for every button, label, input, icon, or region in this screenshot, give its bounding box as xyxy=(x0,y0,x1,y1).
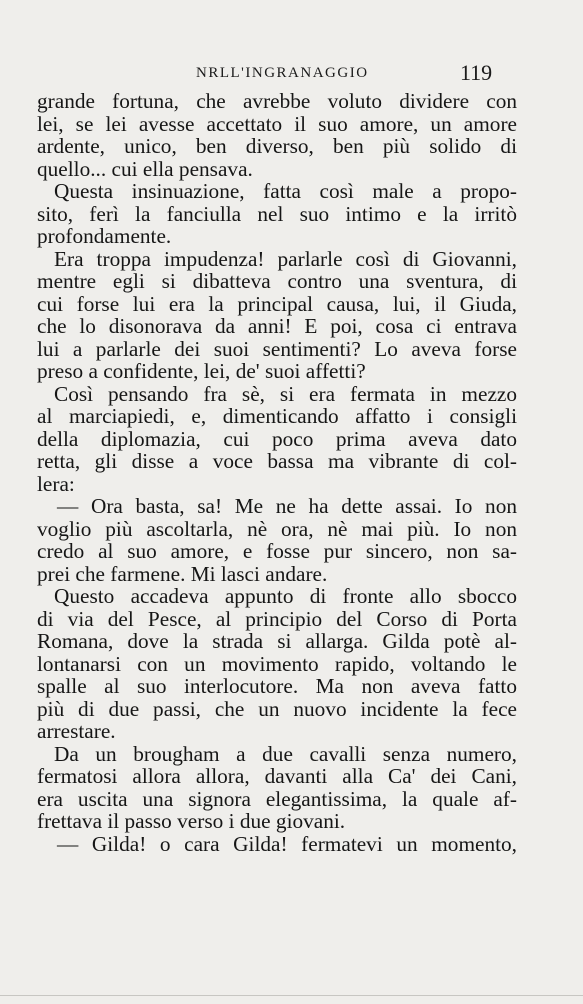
page-number: 119 xyxy=(460,60,493,85)
text-line: più di due passi, che un nuovo incidente la fece xyxy=(37,696,517,721)
text-line: — Ora basta, sa! Me ne ha dette assai. Io non xyxy=(57,494,517,518)
text-line: che lo disonorava da anni! E poi, cosa ci entrava xyxy=(37,314,517,338)
text-line: arrestare. xyxy=(37,719,116,743)
text-line: prei che farmene. Mi lasci andare. xyxy=(37,561,328,586)
text-line: Era troppa impudenza! parlarle così di Giovanni, xyxy=(54,246,517,271)
text-line: di via del Pesce, al principio del Corso di Porta xyxy=(37,606,517,631)
page-header xyxy=(0,60,583,90)
text-line: profondamente. xyxy=(37,224,172,248)
text-line: al marciapiedi, e, dimenticando affatto i consigli xyxy=(37,404,517,428)
text-line: lontanarsi con un movimento rapido, voltando le xyxy=(37,651,517,676)
text-line: della diplomazia, cui poco prima aveva dato xyxy=(37,426,517,451)
running-title: NRLL'INGRANAGGIO xyxy=(196,65,369,81)
text-line: cui forse lui era la principal causa, lui, il Giuda, xyxy=(37,291,517,316)
text-line: frettava il passo verso i due giovani. xyxy=(37,809,346,833)
text-line: — Gilda! o cara Gilda! fermatevi un momento, xyxy=(57,831,517,856)
text-line: lei, se lei avesse accettato il suo amore, un amore xyxy=(37,111,517,136)
text-line: mentre egli si dibatteva contro una sventura, di xyxy=(37,269,517,293)
text-line: Da un brougham a due cavalli senza numero, xyxy=(54,741,517,766)
text-line: voglio più ascoltarla, nè ora, nè mai più. Io non xyxy=(37,516,517,541)
text-line: spalle al suo interlocutore. Ma non aveva fatto xyxy=(37,674,517,698)
text-line: ardente, unico, ben diverso, ben più solido di xyxy=(37,134,517,158)
text-line: Romana, dove la strada si allarga. Gilda potè al- xyxy=(37,629,517,653)
text-line: fermatosi allora allora, davanti alla Ca' dei Cani, xyxy=(37,764,517,788)
body-text xyxy=(37,90,517,855)
text-line: retta, gli disse a voce bassa ma vibrante di col- xyxy=(37,449,517,473)
text-line: preso a confidente, lei, de' suoi affetti? xyxy=(37,359,366,383)
text-line: Questa insinuazione, fatta così male a propo- xyxy=(54,179,517,203)
text-line: lui a parlarle dei suoi sentimenti? Lo aveva forse xyxy=(37,336,517,361)
text-line: quello... cui ella pensava. xyxy=(37,156,253,181)
page-edge-rule xyxy=(0,995,583,996)
text-line: lera: xyxy=(37,471,75,496)
text-line: era uscita una signora elegantissima, la quale af- xyxy=(37,786,517,811)
text-line: Questo accadeva appunto di fronte allo sbocco xyxy=(54,584,517,608)
text-line: sito, ferì la fanciulla nel suo intimo e la irritò xyxy=(37,201,517,226)
text-line: grande fortuna, che avrebbe voluto dividere con xyxy=(37,89,517,113)
text-line: Così pensando fra sè, si era fermata in mezzo xyxy=(54,381,517,406)
text-line: credo al suo amore, e fosse pur sincero, non sa- xyxy=(37,539,517,563)
